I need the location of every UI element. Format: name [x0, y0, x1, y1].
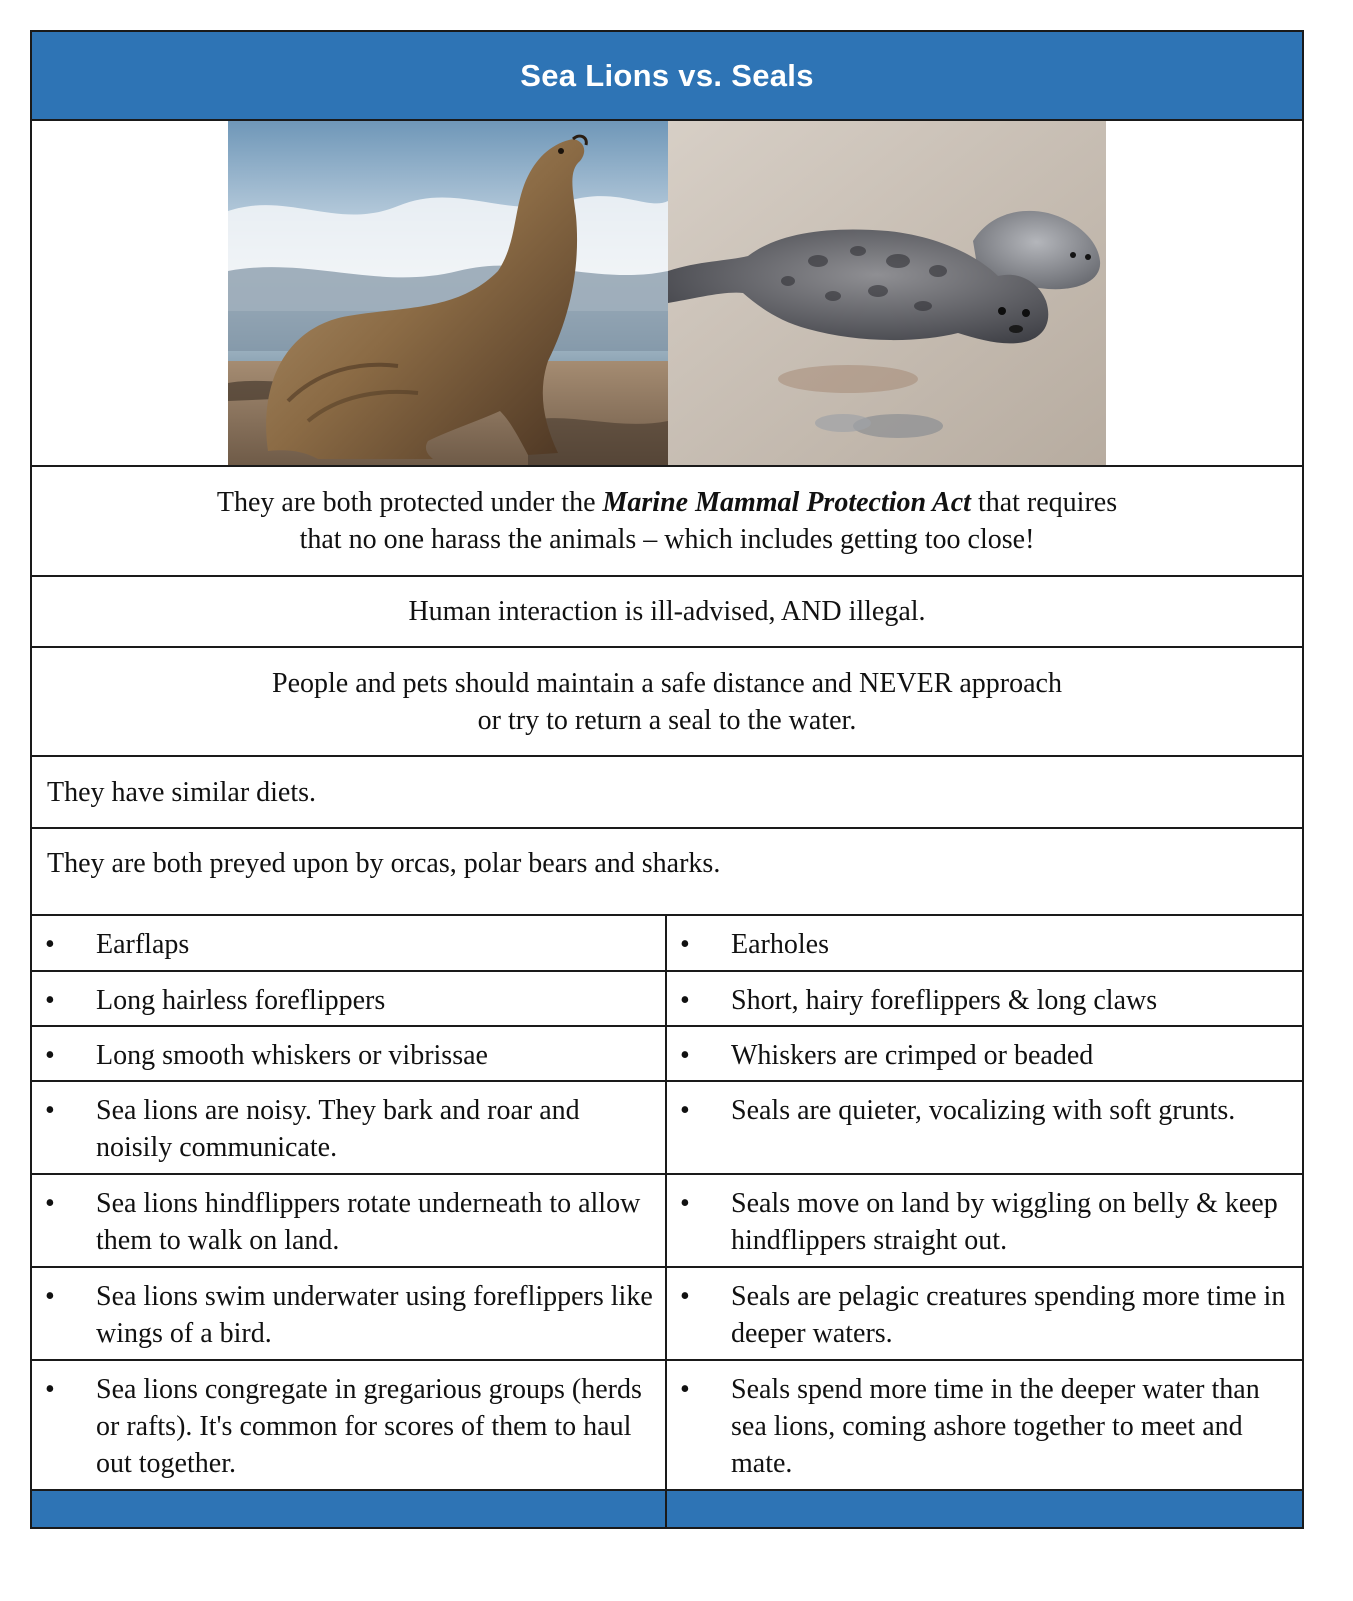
sea-lion-fact: Long hairless foreflippers	[96, 985, 386, 1016]
safe-distance-row	[32, 648, 1302, 757]
sea-lion-fact: Sea lions swim underwater using foreflippers like wings of a bird.	[96, 1281, 653, 1349]
table-row-seal	[667, 1082, 1302, 1175]
bullet-icon: •	[45, 1188, 55, 1219]
predators-row	[32, 829, 1302, 916]
seal-fact: Seals are pelagic creatures spending more time in deeper waters.	[731, 1281, 1286, 1349]
sea-lion-photo	[228, 121, 668, 465]
comparison-table	[32, 916, 1302, 1527]
bullet-icon: •	[680, 1188, 690, 1219]
table-row-sea-lion	[32, 1082, 667, 1175]
table-row-sea-lion	[32, 1361, 667, 1491]
table-row-seal	[667, 1175, 1302, 1268]
protection-text-start: They are both protected under the	[216, 487, 603, 518]
seal-fact: Seals move on land by wiggling on belly & keep hindflippers straight out.	[731, 1188, 1278, 1256]
table-row-sea-lion	[32, 916, 667, 972]
bullet-icon: •	[45, 1040, 55, 1071]
page-title: Sea Lions vs. Seals	[32, 32, 1302, 121]
bullet-icon: •	[45, 1374, 55, 1405]
harbor-seals-photo	[668, 121, 1106, 465]
table-row-sea-lion	[32, 1027, 667, 1082]
sea-lion-fact: Sea lions congregate in gregarious groups (herds or rafts). It's common for scores of them to haul out together.	[96, 1374, 642, 1479]
distance-line-2: or try to return a seal to the water.	[477, 704, 857, 736]
sea-lion-fact: Long smooth whiskers or vibrissae	[96, 1040, 488, 1071]
diets-row	[32, 757, 1302, 829]
seal-fact: Seals spend more time in the deeper water than sea lions, coming ashore together to meet and mate.	[731, 1374, 1260, 1479]
interaction-row	[32, 577, 1302, 648]
table-row-seal	[667, 1268, 1302, 1361]
protection-act-row	[32, 467, 1302, 577]
seal-fact: Whiskers are crimped or beaded	[731, 1040, 1094, 1071]
seal-fact: Seals are quieter, vocalizing with soft grunts.	[731, 1095, 1236, 1126]
protection-text-end: that requires	[970, 487, 1118, 518]
photo-row	[32, 121, 1302, 467]
table-row-sea-lion	[32, 1268, 667, 1361]
protection-line-2: that no one harass the animals – which includes getting too close!	[299, 524, 1035, 555]
sea-lion-fact: Sea lions are noisy. They bark and roar and noisily communicate.	[96, 1095, 580, 1163]
table-row-sea-lion	[32, 1175, 667, 1268]
table-row-seal	[667, 916, 1302, 972]
table-row-seal	[667, 1027, 1302, 1082]
bullet-icon: •	[680, 1040, 690, 1071]
bullet-icon: •	[680, 1281, 690, 1312]
predators-text: They are both preyed upon by orcas, polar bears and sharks.	[47, 848, 721, 879]
diets-text: They have similar diets.	[47, 776, 317, 808]
seal-fact: Earholes	[731, 929, 829, 960]
table-row-sea-lion	[32, 972, 667, 1027]
bullet-icon: •	[45, 929, 55, 960]
bullet-icon: •	[45, 1281, 55, 1312]
footer-bar-left	[32, 1491, 667, 1527]
protection-line-1	[32, 484, 1302, 521]
act-name: Marine Mammal Protection Act	[602, 487, 971, 518]
bullet-icon: •	[680, 985, 690, 1016]
sea-lion-fact: Sea lions hindflippers rotate underneath to allow them to walk on land.	[96, 1188, 641, 1256]
sea-lion-fact: Earflaps	[96, 929, 190, 960]
bullet-icon: •	[680, 1374, 690, 1405]
bullet-icon: •	[45, 985, 55, 1016]
distance-line-1: People and pets should maintain a safe distance and NEVER approach	[272, 667, 1062, 699]
seal-fact: Short, hairy foreflippers & long claws	[731, 985, 1158, 1016]
bullet-icon: •	[45, 1095, 55, 1126]
comparison-sheet	[30, 30, 1304, 1529]
footer-bar-right	[667, 1491, 1302, 1527]
interaction-text: Human interaction is ill-advised, AND illegal.	[408, 596, 926, 627]
bullet-icon: •	[680, 1095, 690, 1126]
table-row-seal	[667, 1361, 1302, 1491]
bullet-icon: •	[680, 929, 690, 960]
table-row-seal	[667, 972, 1302, 1027]
